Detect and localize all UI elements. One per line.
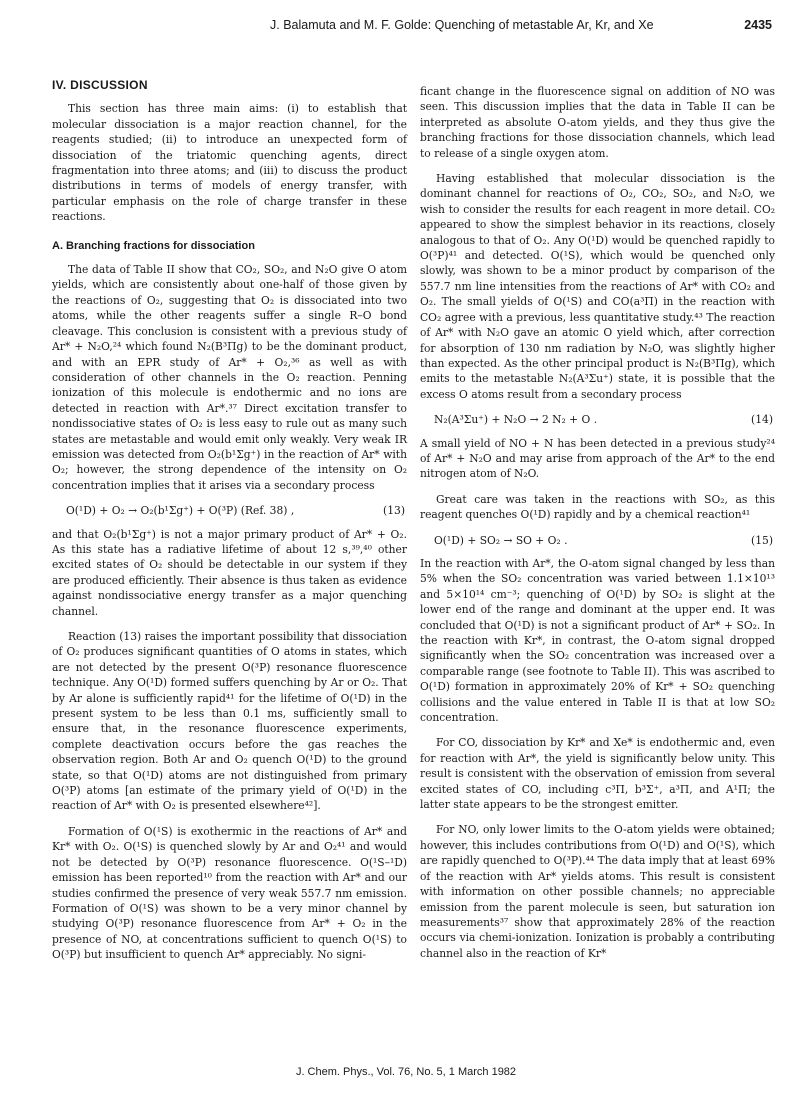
page-number: 2435 bbox=[744, 18, 772, 32]
paragraph: In the reaction with Ar*, the O-atom signal changed by less than 5% when the SO₂ concentration was varied between 1.1×10¹³ and 5×10¹⁴ cm⁻³; quenching of O(¹D) by SO₂ is slight at the lower end of the range and dominant at the upper end. It was concluded that O(¹D) is not a significant product of Ar* + SO₂. In the reaction with Kr*, in contrast, the O-atom signal dropped significantly when the SO₂ concentration was increased over a comparable range (see footnote to Table II). This was ascribed to O(¹D) formation in approximately 20% of Kr* + SO₂ quenching collisions and the value entered in Table II is that at low SO₂ concentration. bbox=[420, 556, 775, 725]
paragraph: Reaction (13) raises the important possibility that dissociation of O₂ produces significant quantities of O atoms in states, which are not detected by the present O(³P) resonance fluorescence technique. Any O(¹D) formed suffers quenching by Ar or O₂. That by Ar alone is sufficiently rapid⁴¹ for the lifetime of O(¹D) in the present system to be less than 0.1 ms, sufficiently small to ensure that, in the resonance fluorescence experiments, complete deactivation occurs before the gas reaches the observation region. Both Ar and O₂ quench O(¹D) to the ground state, so that O(¹D) atoms are not distinguished from primary O(³P) atoms [an estimate of the primary yield of O(¹D) in the reaction of Ar* with O₂ is presented elsewhere⁴²]. bbox=[52, 630, 407, 813]
section-title: IV. DISCUSSION bbox=[52, 78, 148, 92]
paragraph: ficant change in the fluorescence signal on addition of NO was seen. This discussion implies that the data in Table II can be interpreted as absolute O-atom yields, and they thus give the branching fractions for those dissociation channels, which lead to release of a single oxygen atom. bbox=[420, 85, 775, 160]
paragraph: A small yield of NO + N has been detected in a previous study²⁴ of Ar* + N₂O and may arise from approach of the Ar* to the end nitrogen atom of N₂O. bbox=[420, 436, 775, 481]
paragraph: and that O₂(b¹Σg⁺) is not a major primary product of Ar* + O₂. As this state has a radiative lifetime of about 12 s,³⁹,⁴⁰ other excited states of O₂ should be detectable in our system if they are produced efficiently. Their absence is thus taken as evidence against nondissociative energy transfer as a major quenching channel. bbox=[52, 527, 407, 618]
equation-14 bbox=[420, 412, 775, 427]
paragraph: For NO, only lower limits to the O-atom yields were obtained; however, this includes contributions from O(¹D) and O(¹S), which are rapidly quenched to O(³P).⁴⁴ The data imply that at least 69% of the reaction with Ar* yields atoms. This result is consistent with information on other possible channels; no appreciable emission from the parent molecule is seen, but saturation ion measurements³⁷ show that approximately 28% of the reaction occurs via chemi-ionization. Ionization is probably a contributing channel also in the reaction of Kr* bbox=[420, 823, 775, 960]
equation-number: (15) bbox=[751, 533, 773, 547]
equation-body: N₂(A³Σu⁺) + N₂O → 2 N₂ + O . bbox=[434, 413, 598, 427]
equation-number: (14) bbox=[751, 413, 773, 427]
equation-body: O(¹D) + O₂ → O₂(b¹Σg⁺) + O(³P) (Ref. 38) , bbox=[66, 504, 295, 518]
subsection-title: A. Branching fractions for dissociation bbox=[52, 239, 255, 252]
equation-body: O(¹D) + SO₂ → SO + O₂ . bbox=[434, 533, 568, 547]
paragraph: For CO, dissociation by Kr* and Xe* is endothermic and, even for reaction with Ar*, the yield is significantly below unity. This result is consistent with the observation of emission from several excited states of CO, including c³Π, b³Σ⁺, a³Π, and A¹Π; the latter state appears to be the strongest emitter. bbox=[420, 736, 775, 812]
paragraph: The data of Table II show that CO₂, SO₂, and N₂O give O atom yields, which are consistently about one-half of those given by the reactions of O₂, suggesting that O₂ is dissociated into two atoms, while the other reagents suffer a single R–O bond cleavage. This conclusion is consistent with a previous study of Ar* + N₂O,²⁴ which found N₂(B³Πg) to be the dominant product, and with an EPR study of Ar* + O₂,³⁶ as well as with consideration of other channels in the O₂ reaction. Penning ionization of this molecule is endothermic and no ions are detected in reaction with Ar*.³⁷ Direct excitation transfer to nondissociative states of O₂ is less easy to rule out as many such states are metastable and would emit only weakly. Very weak IR emission was detected from O₂(b¹Σg⁺) in the reaction of Ar* with O₂; however, the strong dependence of the intensity on O₂ concentration implies that it arises via a secondary process bbox=[52, 263, 407, 492]
paragraph: Great care was taken in the reactions with SO₂, as this reagent quenches O(¹D) rapidly and by a chemical reaction⁴¹ bbox=[420, 492, 775, 522]
running-head: J. Balamuta and M. F. Golde: Quenching of metastable Ar, Kr, and Xe bbox=[270, 18, 654, 32]
paragraph: This section has three main aims: (i) to establish that molecular dissociation is a major reaction channel, for the reagents studied; (ii) to introduce an unexpected form of dissociation of the triatomic quenching agents, direct fragmentation into three atoms; and (iii) to discuss the product distributions in terms of models of energy transfer, with particular emphasis on the role of charge transfer in these reactions. bbox=[52, 102, 407, 224]
left-column bbox=[52, 78, 407, 973]
paragraph: Having established that molecular dissociation is the dominant channel for reactions of O₂, CO₂, SO₂, and N₂O, we wish to consider the results for each reagent in more detail. CO₂ appeared to show the simplest behavior in its reactions, closely analogous to that of O₂. Any O(¹D) would be quenched rapidly to O(³P)⁴¹ and detected. O(¹S), which would be quenched only slowly, was shown to be a minor product by comparison of the 557.7 nm line intensities from the reactions of Ar* with CO₂ and O₂. The small yields of O(¹S) and CO(a³Π) in the reaction with CO₂ agree with a previous, less quantitative study.⁴³ The reaction of Ar* with N₂O gave an atomic O yield which, after correction for absorption of 130 nm radiation by N₂O, was slightly higher than expected. As the other principal product is N₂(B³Πg), which emits to the metastable N₂(A³Σu⁺) state, it is possible that the excess O atoms result from a secondary process bbox=[420, 172, 775, 401]
right-column bbox=[420, 84, 775, 971]
equation-number: (13) bbox=[383, 504, 405, 518]
equation-15 bbox=[420, 533, 775, 548]
paragraph: Formation of O(¹S) is exothermic in the reactions of Ar* and Kr* with O₂. O(¹S) is quenched slowly by Ar and O₂⁴¹ and would not be detected by O(³P) resonance fluorescence. O(¹S–¹D) emission has been reported¹⁰ from the reaction with Ar* and our studies confirmed the presence of very weak 557.7 nm emission. Formation of O(¹S) was shown to be a very minor channel by studying O(³P) resonance fluorescence from Ar* + O₂ in the presence of NO, at concentrations sufficient to quench O(¹S) to O(³P) but insufficient to quench Ar* appreciably. No signi- bbox=[52, 824, 407, 962]
journal-citation: J. Chem. Phys., Vol. 76, No. 5, 1 March 1982 bbox=[295, 1066, 517, 1078]
equation-13 bbox=[52, 503, 407, 518]
page-header bbox=[0, 18, 812, 38]
